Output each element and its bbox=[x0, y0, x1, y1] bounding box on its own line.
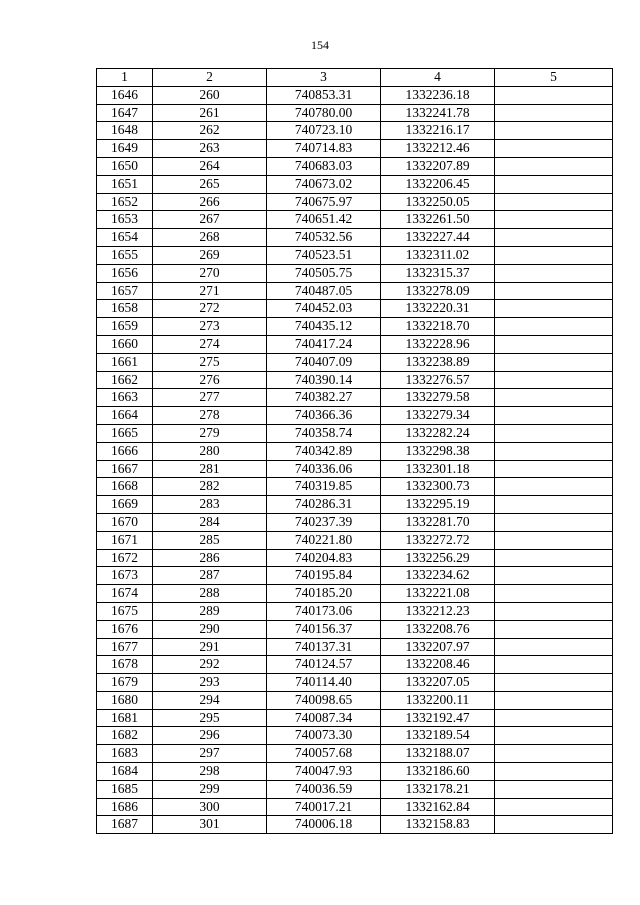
table-row bbox=[97, 638, 613, 656]
table-cell: 286 bbox=[153, 549, 267, 567]
table-cell bbox=[495, 531, 613, 549]
table-cell: 261 bbox=[153, 104, 267, 122]
table-cell bbox=[495, 140, 613, 158]
table-row bbox=[97, 602, 613, 620]
table-cell: 1664 bbox=[97, 407, 153, 425]
table-row bbox=[97, 424, 613, 442]
table-body bbox=[97, 86, 613, 833]
table-cell: 297 bbox=[153, 745, 267, 763]
table-cell: 1651 bbox=[97, 175, 153, 193]
table-cell: 1332207.97 bbox=[381, 638, 495, 656]
table-cell: 1675 bbox=[97, 602, 153, 620]
table-cell bbox=[495, 763, 613, 781]
table-cell: 1332207.89 bbox=[381, 157, 495, 175]
table-cell: 1332234.62 bbox=[381, 567, 495, 585]
table-cell: 1663 bbox=[97, 389, 153, 407]
table-cell: 1332241.78 bbox=[381, 104, 495, 122]
table-row bbox=[97, 460, 613, 478]
table-cell: 740675.97 bbox=[267, 193, 381, 211]
table-cell: 1673 bbox=[97, 567, 153, 585]
table-cell bbox=[495, 86, 613, 104]
table-cell: 740036.59 bbox=[267, 780, 381, 798]
table-row bbox=[97, 620, 613, 638]
table-cell: 740087.34 bbox=[267, 709, 381, 727]
table-row bbox=[97, 122, 613, 140]
table-cell: 1647 bbox=[97, 104, 153, 122]
table-cell: 1332311.02 bbox=[381, 246, 495, 264]
table-row bbox=[97, 140, 613, 158]
table-cell: 1332207.05 bbox=[381, 674, 495, 692]
table-cell: 740073.30 bbox=[267, 727, 381, 745]
table-cell: 1649 bbox=[97, 140, 153, 158]
table-cell: 268 bbox=[153, 229, 267, 247]
table-cell bbox=[495, 229, 613, 247]
table-cell: 273 bbox=[153, 318, 267, 336]
table-cell: 740390.14 bbox=[267, 371, 381, 389]
table-cell: 1332212.23 bbox=[381, 602, 495, 620]
table-cell bbox=[495, 602, 613, 620]
table-cell: 1332212.46 bbox=[381, 140, 495, 158]
table-cell: 740532.56 bbox=[267, 229, 381, 247]
table-cell: 1670 bbox=[97, 513, 153, 531]
table-cell: 285 bbox=[153, 531, 267, 549]
table-row bbox=[97, 389, 613, 407]
table-cell: 740286.31 bbox=[267, 496, 381, 514]
table-cell: 740505.75 bbox=[267, 264, 381, 282]
table-cell: 284 bbox=[153, 513, 267, 531]
table-cell: 1652 bbox=[97, 193, 153, 211]
table-cell: 740124.57 bbox=[267, 656, 381, 674]
column-header: 1 bbox=[97, 69, 153, 87]
table-cell: 1332300.73 bbox=[381, 478, 495, 496]
table-cell: 1332200.11 bbox=[381, 691, 495, 709]
table-cell: 1332189.54 bbox=[381, 727, 495, 745]
table-cell: 740487.05 bbox=[267, 282, 381, 300]
table-cell bbox=[495, 727, 613, 745]
table-row bbox=[97, 353, 613, 371]
table-cell: 1332221.08 bbox=[381, 585, 495, 603]
table-cell: 1332256.29 bbox=[381, 549, 495, 567]
table-cell: 740358.74 bbox=[267, 424, 381, 442]
table-cell: 1658 bbox=[97, 300, 153, 318]
table-cell: 264 bbox=[153, 157, 267, 175]
table-cell: 740098.65 bbox=[267, 691, 381, 709]
table-cell: 740853.31 bbox=[267, 86, 381, 104]
table-cell: 740017.21 bbox=[267, 798, 381, 816]
table-cell: 1679 bbox=[97, 674, 153, 692]
table-cell bbox=[495, 691, 613, 709]
table-cell: 1648 bbox=[97, 122, 153, 140]
table-cell: 1332281.70 bbox=[381, 513, 495, 531]
table-cell: 1332279.34 bbox=[381, 407, 495, 425]
table-cell: 265 bbox=[153, 175, 267, 193]
table-cell: 270 bbox=[153, 264, 267, 282]
table-cell: 740435.12 bbox=[267, 318, 381, 336]
table-cell: 1332278.09 bbox=[381, 282, 495, 300]
table-cell: 288 bbox=[153, 585, 267, 603]
table-row bbox=[97, 763, 613, 781]
table-row bbox=[97, 157, 613, 175]
table-cell bbox=[495, 193, 613, 211]
table-cell: 740673.02 bbox=[267, 175, 381, 193]
table-cell bbox=[495, 353, 613, 371]
table-cell: 296 bbox=[153, 727, 267, 745]
table-cell: 740523.51 bbox=[267, 246, 381, 264]
table-cell bbox=[495, 371, 613, 389]
table-cell: 299 bbox=[153, 780, 267, 798]
table-cell: 1332236.18 bbox=[381, 86, 495, 104]
table-cell: 1668 bbox=[97, 478, 153, 496]
table-cell: 1332206.45 bbox=[381, 175, 495, 193]
table-cell: 740407.09 bbox=[267, 353, 381, 371]
table-row bbox=[97, 780, 613, 798]
coordinates-table bbox=[96, 68, 613, 834]
table-cell: 1332192.47 bbox=[381, 709, 495, 727]
table-row bbox=[97, 531, 613, 549]
table-cell: 740723.10 bbox=[267, 122, 381, 140]
table-cell: 1665 bbox=[97, 424, 153, 442]
table-header-row bbox=[97, 69, 613, 87]
page-number: 154 bbox=[311, 38, 329, 52]
table-cell: 740185.20 bbox=[267, 585, 381, 603]
table-row bbox=[97, 656, 613, 674]
table-cell: 1683 bbox=[97, 745, 153, 763]
table-cell bbox=[495, 175, 613, 193]
table-cell bbox=[495, 318, 613, 336]
table-cell bbox=[495, 389, 613, 407]
table-cell: 740714.83 bbox=[267, 140, 381, 158]
table-row bbox=[97, 371, 613, 389]
table-cell: 740195.84 bbox=[267, 567, 381, 585]
table-cell bbox=[495, 424, 613, 442]
table-row bbox=[97, 745, 613, 763]
table-row bbox=[97, 567, 613, 585]
table-cell: 740137.31 bbox=[267, 638, 381, 656]
table-cell: 1678 bbox=[97, 656, 153, 674]
table-cell bbox=[495, 407, 613, 425]
table-cell: 740780.00 bbox=[267, 104, 381, 122]
table-cell: 1669 bbox=[97, 496, 153, 514]
table-cell: 1332279.58 bbox=[381, 389, 495, 407]
table-cell: 1687 bbox=[97, 816, 153, 834]
table-row bbox=[97, 442, 613, 460]
table-cell: 260 bbox=[153, 86, 267, 104]
table-cell: 262 bbox=[153, 122, 267, 140]
table-row bbox=[97, 86, 613, 104]
table-row bbox=[97, 513, 613, 531]
table-cell: 1667 bbox=[97, 460, 153, 478]
table-row bbox=[97, 229, 613, 247]
table-cell bbox=[495, 246, 613, 264]
table-cell: 277 bbox=[153, 389, 267, 407]
table-cell: 1332282.24 bbox=[381, 424, 495, 442]
table-cell bbox=[495, 674, 613, 692]
table-row bbox=[97, 727, 613, 745]
table-cell: 1332178.21 bbox=[381, 780, 495, 798]
table-cell: 740683.03 bbox=[267, 157, 381, 175]
table-cell: 1332261.50 bbox=[381, 211, 495, 229]
table-cell bbox=[495, 620, 613, 638]
table-cell bbox=[495, 460, 613, 478]
table-cell: 263 bbox=[153, 140, 267, 158]
table-cell bbox=[495, 745, 613, 763]
table-cell: 1681 bbox=[97, 709, 153, 727]
table-cell: 1685 bbox=[97, 780, 153, 798]
table-cell: 740047.93 bbox=[267, 763, 381, 781]
table-cell: 740006.18 bbox=[267, 816, 381, 834]
table-cell: 292 bbox=[153, 656, 267, 674]
table-row bbox=[97, 496, 613, 514]
table-cell: 1332208.46 bbox=[381, 656, 495, 674]
table-cell: 1332188.07 bbox=[381, 745, 495, 763]
table-cell: 1660 bbox=[97, 335, 153, 353]
table-cell: 279 bbox=[153, 424, 267, 442]
table-cell: 1666 bbox=[97, 442, 153, 460]
table-cell: 740057.68 bbox=[267, 745, 381, 763]
table-cell bbox=[495, 656, 613, 674]
table-cell: 1332272.72 bbox=[381, 531, 495, 549]
table-cell: 278 bbox=[153, 407, 267, 425]
table-cell: 740156.37 bbox=[267, 620, 381, 638]
table-row bbox=[97, 282, 613, 300]
table-cell: 1661 bbox=[97, 353, 153, 371]
table-cell: 1332295.19 bbox=[381, 496, 495, 514]
table-cell: 1676 bbox=[97, 620, 153, 638]
table-cell: 1332301.18 bbox=[381, 460, 495, 478]
table-cell: 740342.89 bbox=[267, 442, 381, 460]
table-row bbox=[97, 816, 613, 834]
table-cell: 267 bbox=[153, 211, 267, 229]
table-cell bbox=[495, 549, 613, 567]
table-cell: 1650 bbox=[97, 157, 153, 175]
table-cell bbox=[495, 211, 613, 229]
table-cell: 740336.06 bbox=[267, 460, 381, 478]
table-cell: 1332250.05 bbox=[381, 193, 495, 211]
table-cell: 1677 bbox=[97, 638, 153, 656]
table-cell bbox=[495, 282, 613, 300]
table-cell bbox=[495, 478, 613, 496]
table-cell bbox=[495, 816, 613, 834]
table-cell: 283 bbox=[153, 496, 267, 514]
table-cell: 272 bbox=[153, 300, 267, 318]
table-cell: 275 bbox=[153, 353, 267, 371]
column-header: 5 bbox=[495, 69, 613, 87]
table-cell: 294 bbox=[153, 691, 267, 709]
table-cell: 1332208.76 bbox=[381, 620, 495, 638]
table-cell: 1332186.60 bbox=[381, 763, 495, 781]
table-cell: 740651.42 bbox=[267, 211, 381, 229]
column-header: 4 bbox=[381, 69, 495, 87]
table-cell: 1332298.38 bbox=[381, 442, 495, 460]
table-row bbox=[97, 691, 613, 709]
table-cell: 740417.24 bbox=[267, 335, 381, 353]
table-cell: 740237.39 bbox=[267, 513, 381, 531]
table-cell: 282 bbox=[153, 478, 267, 496]
table-cell: 1682 bbox=[97, 727, 153, 745]
table-cell: 740319.85 bbox=[267, 478, 381, 496]
table-row bbox=[97, 104, 613, 122]
table-cell: 300 bbox=[153, 798, 267, 816]
table-cell: 291 bbox=[153, 638, 267, 656]
table-cell bbox=[495, 585, 613, 603]
table-cell: 740366.36 bbox=[267, 407, 381, 425]
table-cell: 295 bbox=[153, 709, 267, 727]
table-cell: 281 bbox=[153, 460, 267, 478]
table-cell: 1671 bbox=[97, 531, 153, 549]
column-header: 2 bbox=[153, 69, 267, 87]
table-cell: 301 bbox=[153, 816, 267, 834]
table-cell: 266 bbox=[153, 193, 267, 211]
table-row bbox=[97, 264, 613, 282]
table-cell: 1332218.70 bbox=[381, 318, 495, 336]
table-cell bbox=[495, 567, 613, 585]
table-cell: 1653 bbox=[97, 211, 153, 229]
table-row bbox=[97, 246, 613, 264]
table-cell bbox=[495, 157, 613, 175]
table-cell: 1654 bbox=[97, 229, 153, 247]
table-cell bbox=[495, 638, 613, 656]
table-cell: 293 bbox=[153, 674, 267, 692]
table-row bbox=[97, 674, 613, 692]
table-row bbox=[97, 211, 613, 229]
table-cell: 1332162.84 bbox=[381, 798, 495, 816]
table-row bbox=[97, 193, 613, 211]
table-cell: 740204.83 bbox=[267, 549, 381, 567]
table-cell bbox=[495, 264, 613, 282]
table-cell: 1674 bbox=[97, 585, 153, 603]
table-cell: 1672 bbox=[97, 549, 153, 567]
table-cell: 289 bbox=[153, 602, 267, 620]
table-cell: 740173.06 bbox=[267, 602, 381, 620]
table-row bbox=[97, 407, 613, 425]
table-row bbox=[97, 175, 613, 193]
table-cell: 740114.40 bbox=[267, 674, 381, 692]
table-cell: 1684 bbox=[97, 763, 153, 781]
table-cell: 1332315.37 bbox=[381, 264, 495, 282]
table-cell: 1662 bbox=[97, 371, 153, 389]
table-cell: 1680 bbox=[97, 691, 153, 709]
table-cell: 269 bbox=[153, 246, 267, 264]
table-row bbox=[97, 335, 613, 353]
table-cell: 1657 bbox=[97, 282, 153, 300]
table-cell: 280 bbox=[153, 442, 267, 460]
table-cell bbox=[495, 122, 613, 140]
table-cell: 1332238.89 bbox=[381, 353, 495, 371]
table-cell: 740382.27 bbox=[267, 389, 381, 407]
column-header: 3 bbox=[267, 69, 381, 87]
table-cell: 1332228.96 bbox=[381, 335, 495, 353]
table-cell bbox=[495, 442, 613, 460]
table-cell: 1656 bbox=[97, 264, 153, 282]
table-cell bbox=[495, 300, 613, 318]
table-cell: 740452.03 bbox=[267, 300, 381, 318]
table-cell bbox=[495, 496, 613, 514]
table-row bbox=[97, 709, 613, 727]
table-cell bbox=[495, 780, 613, 798]
table-cell bbox=[495, 798, 613, 816]
table-cell bbox=[495, 104, 613, 122]
table-cell: 1332220.31 bbox=[381, 300, 495, 318]
table-cell: 1332158.83 bbox=[381, 816, 495, 834]
table-row bbox=[97, 585, 613, 603]
table-row bbox=[97, 549, 613, 567]
table-cell: 1686 bbox=[97, 798, 153, 816]
table-cell: 287 bbox=[153, 567, 267, 585]
table-cell: 1332276.57 bbox=[381, 371, 495, 389]
table-cell bbox=[495, 709, 613, 727]
table-row bbox=[97, 798, 613, 816]
table-cell: 1332216.17 bbox=[381, 122, 495, 140]
table-cell bbox=[495, 513, 613, 531]
table-cell: 290 bbox=[153, 620, 267, 638]
table-cell: 1332227.44 bbox=[381, 229, 495, 247]
table-cell: 276 bbox=[153, 371, 267, 389]
table-cell bbox=[495, 335, 613, 353]
table-row bbox=[97, 318, 613, 336]
table-cell: 298 bbox=[153, 763, 267, 781]
table-row bbox=[97, 478, 613, 496]
table-cell: 274 bbox=[153, 335, 267, 353]
table-cell: 1659 bbox=[97, 318, 153, 336]
table-row bbox=[97, 300, 613, 318]
table-cell: 740221.80 bbox=[267, 531, 381, 549]
table-cell: 1646 bbox=[97, 86, 153, 104]
table-cell: 1655 bbox=[97, 246, 153, 264]
table-cell: 271 bbox=[153, 282, 267, 300]
